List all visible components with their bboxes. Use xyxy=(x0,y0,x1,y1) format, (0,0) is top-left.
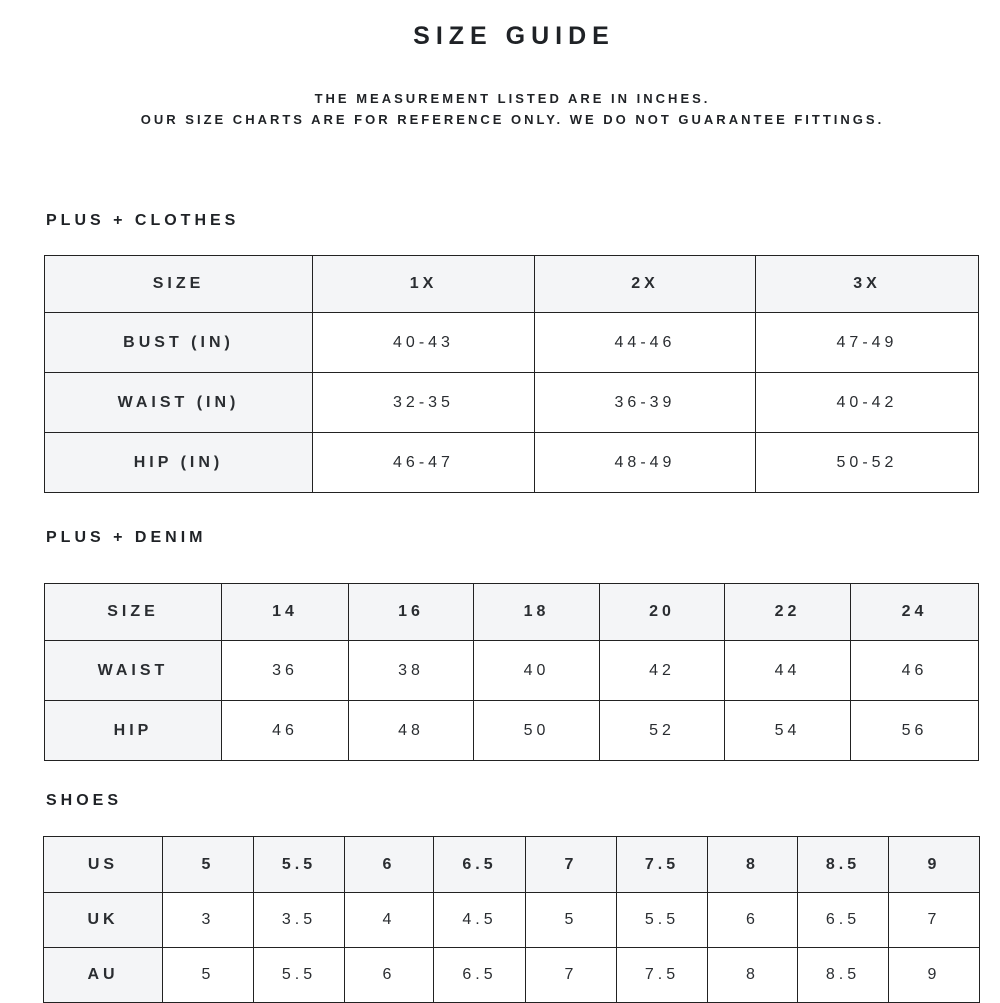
table-cell: 48-49 xyxy=(535,433,756,493)
table-row xyxy=(44,948,980,1003)
header-cell: 8 xyxy=(708,837,798,893)
clothes-size-table xyxy=(44,255,979,493)
table-header-row xyxy=(45,584,979,641)
measurement-note: THE MEASUREMENT LISTED ARE IN INCHES. xyxy=(314,91,711,106)
table-cell: 3 xyxy=(163,893,254,948)
header-cell: 16 xyxy=(349,584,474,641)
table-cell: 3.5 xyxy=(254,893,345,948)
row-label: UK xyxy=(44,893,163,948)
table-cell: 44-46 xyxy=(535,313,756,373)
table-cell: 54 xyxy=(725,701,851,761)
table-cell: 9 xyxy=(889,948,980,1003)
row-label: AU xyxy=(44,948,163,1003)
row-label: HIP xyxy=(45,701,222,761)
table-row xyxy=(45,433,979,493)
row-label: BUST (IN) xyxy=(45,313,313,373)
row-label: WAIST xyxy=(45,641,222,701)
table-cell: 7 xyxy=(889,893,980,948)
header-cell: 8.5 xyxy=(798,837,889,893)
table-cell: 38 xyxy=(349,641,474,701)
header-cell: 5 xyxy=(163,837,254,893)
table-cell: 5.5 xyxy=(617,893,708,948)
header-cell: 14 xyxy=(222,584,349,641)
table-cell: 50-52 xyxy=(756,433,979,493)
header-cell: 6.5 xyxy=(434,837,526,893)
row-label: WAIST (IN) xyxy=(45,373,313,433)
table-row xyxy=(45,641,979,701)
table-cell: 46-47 xyxy=(313,433,535,493)
table-cell: 48 xyxy=(349,701,474,761)
table-cell: 52 xyxy=(600,701,725,761)
header-cell: 7.5 xyxy=(617,837,708,893)
disclaimer-note: OUR SIZE CHARTS ARE FOR REFERENCE ONLY. WE DO NOT GUARANTEE FITTINGS. xyxy=(140,112,885,127)
table-cell: 7 xyxy=(526,948,617,1003)
page-title: SIZE GUIDE xyxy=(413,22,615,50)
header-cell: 18 xyxy=(474,584,600,641)
header-cell: 22 xyxy=(725,584,851,641)
table-cell: 32-35 xyxy=(313,373,535,433)
clothes-section-title: PLUS + CLOTHES xyxy=(46,212,240,229)
table-cell: 36-39 xyxy=(535,373,756,433)
header-cell: 6 xyxy=(345,837,434,893)
header-cell: US xyxy=(44,837,163,893)
table-cell: 4 xyxy=(345,893,434,948)
shoes-section-title: SHOES xyxy=(46,792,123,809)
table-row xyxy=(45,373,979,433)
table-cell: 42 xyxy=(600,641,725,701)
table-cell: 47-49 xyxy=(756,313,979,373)
header-cell: 1X xyxy=(313,256,535,313)
header-cell: 7 xyxy=(526,837,617,893)
table-cell: 46 xyxy=(222,701,349,761)
table-header-row xyxy=(45,256,979,313)
table-cell: 40 xyxy=(474,641,600,701)
table-row xyxy=(45,313,979,373)
header-cell: SIZE xyxy=(45,584,222,641)
table-cell: 8.5 xyxy=(798,948,889,1003)
table-header-row xyxy=(44,837,980,893)
table-cell: 6.5 xyxy=(434,948,526,1003)
table-cell: 6 xyxy=(708,893,798,948)
header-cell: 20 xyxy=(600,584,725,641)
table-cell: 36 xyxy=(222,641,349,701)
header-cell: SIZE xyxy=(45,256,313,313)
table-cell: 7.5 xyxy=(617,948,708,1003)
denim-size-table xyxy=(44,583,979,761)
header-cell: 5.5 xyxy=(254,837,345,893)
table-row xyxy=(45,701,979,761)
header-cell: 2X xyxy=(535,256,756,313)
denim-section-title: PLUS + DENIM xyxy=(46,529,207,546)
table-cell: 5.5 xyxy=(254,948,345,1003)
header-cell: 3X xyxy=(756,256,979,313)
table-cell: 40-42 xyxy=(756,373,979,433)
table-row xyxy=(44,893,980,948)
table-cell: 40-43 xyxy=(313,313,535,373)
table-cell: 8 xyxy=(708,948,798,1003)
table-cell: 6 xyxy=(345,948,434,1003)
table-cell: 5 xyxy=(163,948,254,1003)
table-cell: 56 xyxy=(851,701,979,761)
header-cell: 9 xyxy=(889,837,980,893)
header-cell: 24 xyxy=(851,584,979,641)
table-cell: 5 xyxy=(526,893,617,948)
table-cell: 46 xyxy=(851,641,979,701)
table-cell: 44 xyxy=(725,641,851,701)
table-cell: 6.5 xyxy=(798,893,889,948)
row-label: HIP (IN) xyxy=(45,433,313,493)
table-cell: 50 xyxy=(474,701,600,761)
shoes-size-table xyxy=(43,836,980,1003)
table-cell: 4.5 xyxy=(434,893,526,948)
